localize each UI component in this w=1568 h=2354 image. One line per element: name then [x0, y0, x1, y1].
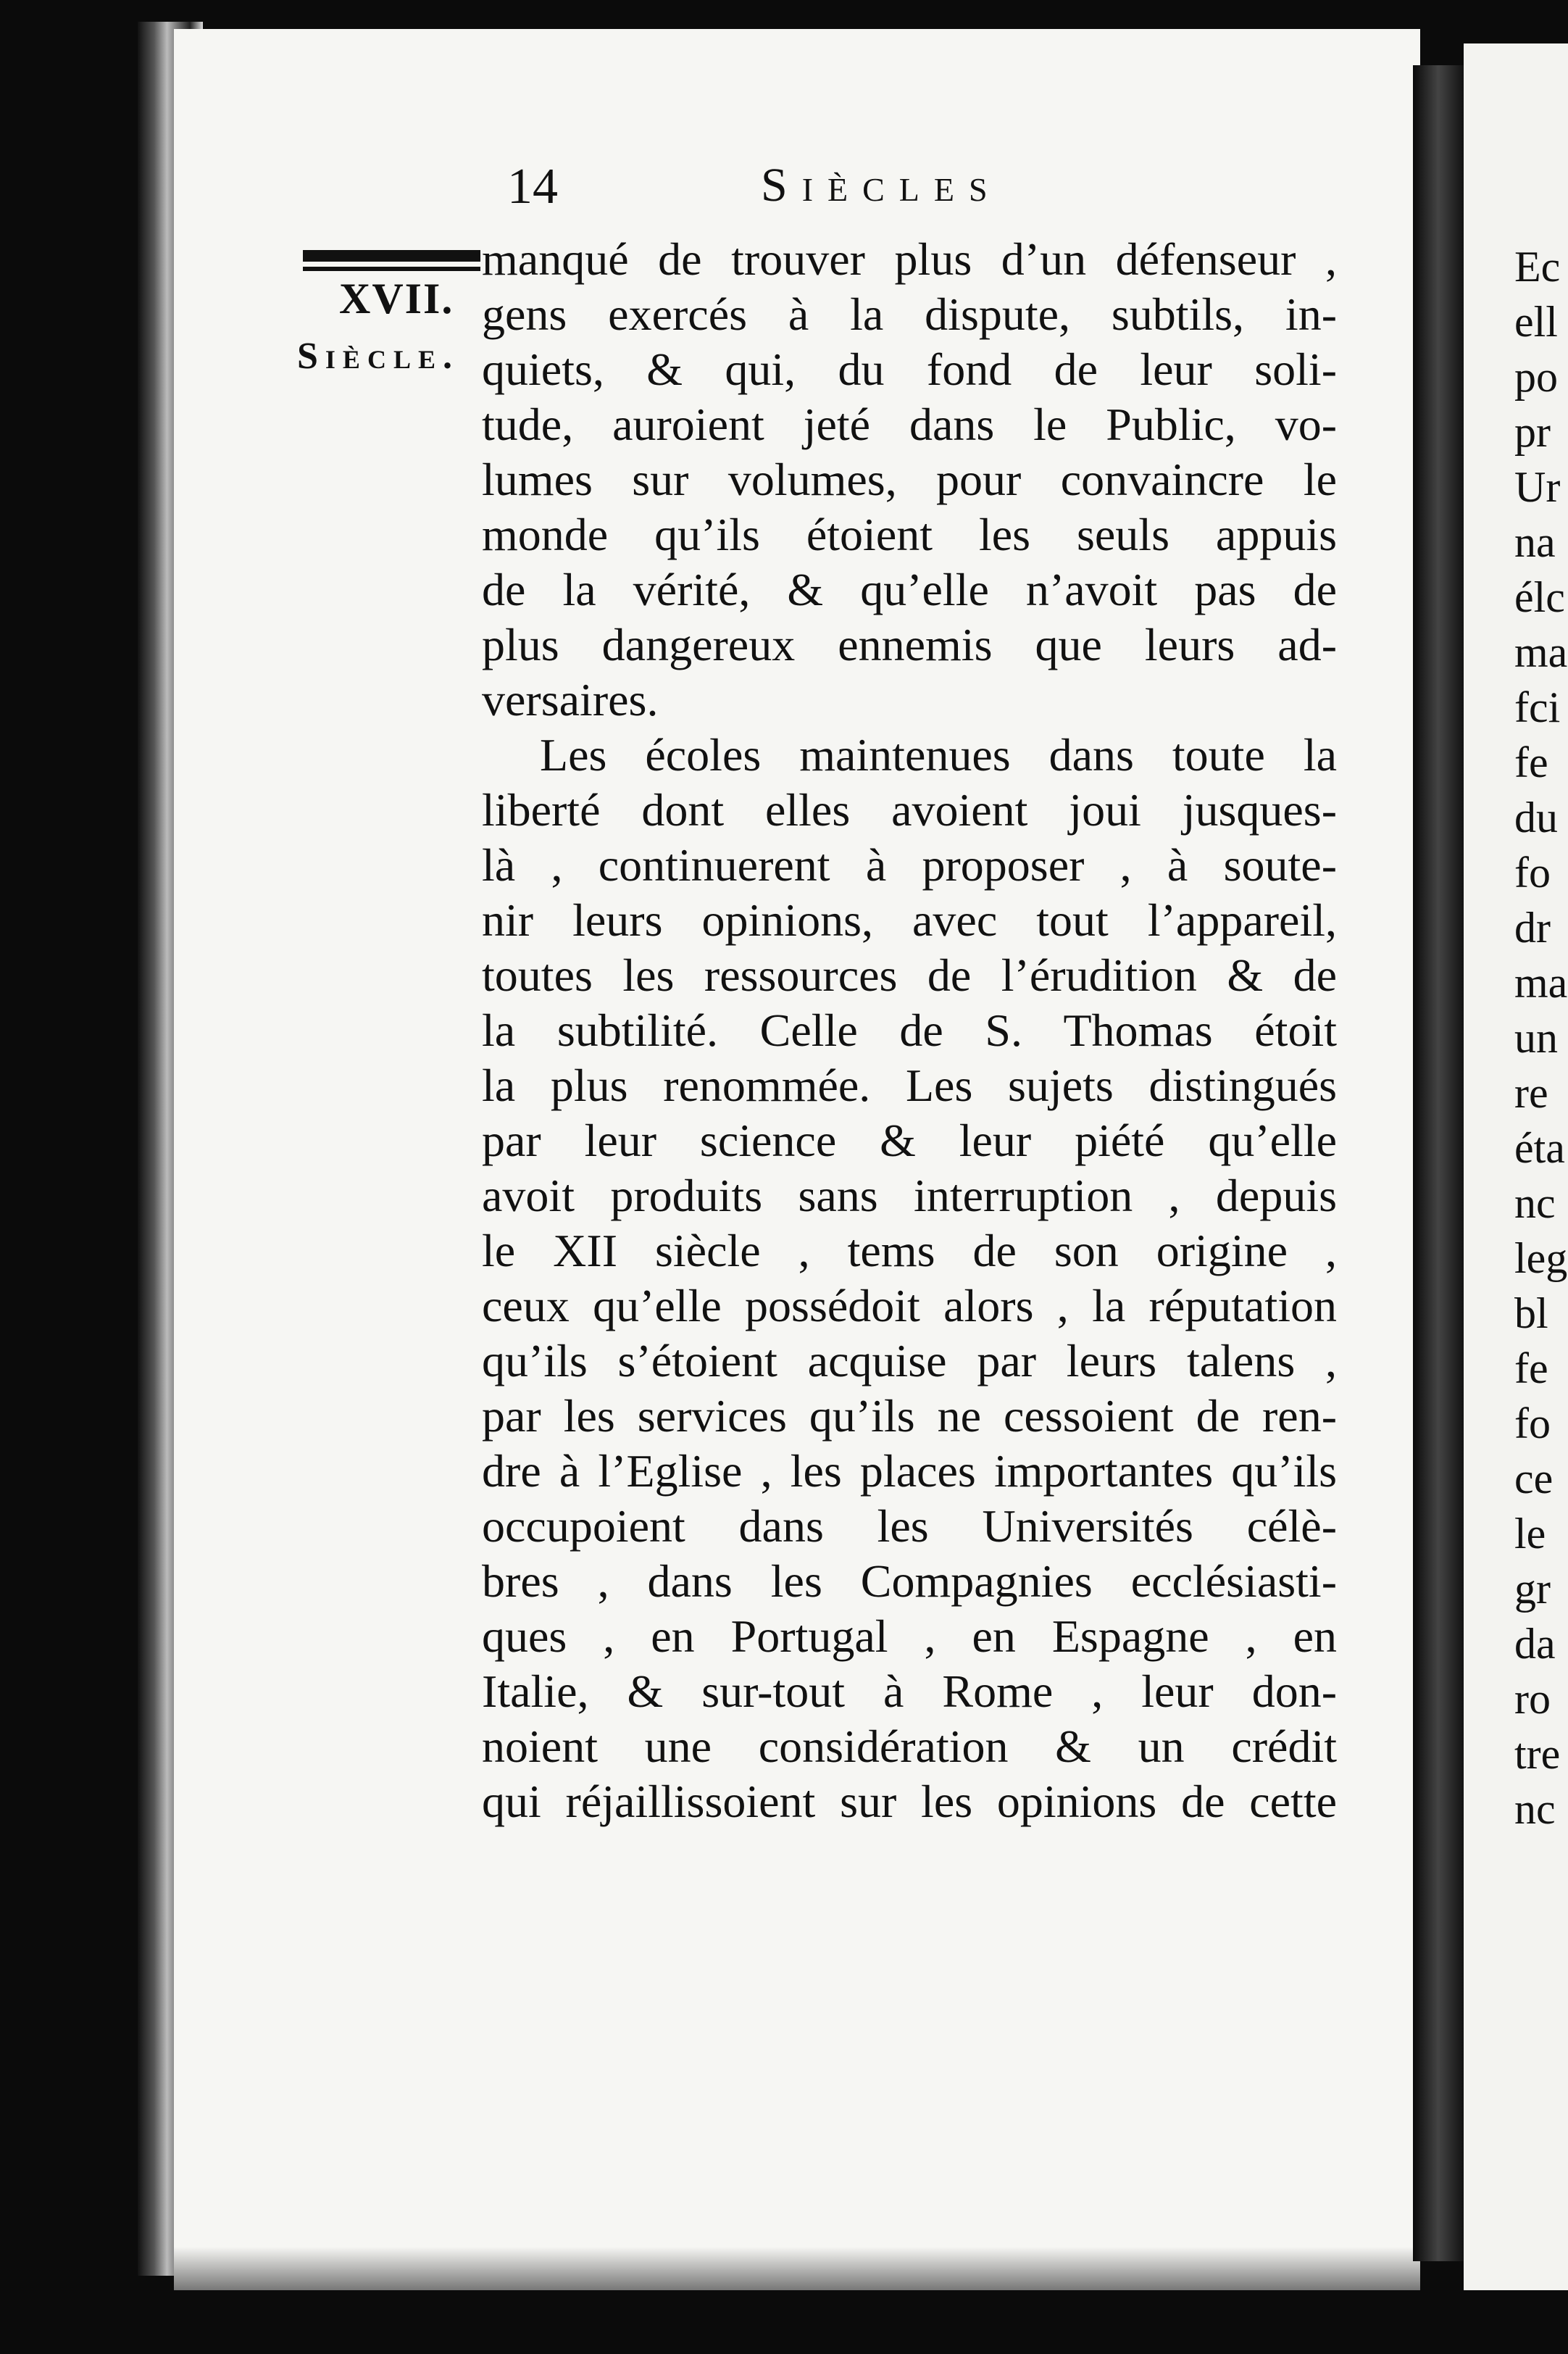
facing-page-fragment: Ur [1514, 463, 1561, 511]
text-line: le XII siècle , tems de son origine , [482, 1225, 1337, 1276]
margin-century: XVII. [339, 275, 454, 323]
facing-page-fragment: re [1514, 1069, 1548, 1117]
text-line: par leur science & leur piété qu’elle [482, 1115, 1337, 1166]
text-line: ques , en Portugal , en Espagne , en [482, 1610, 1337, 1662]
text-line: la plus renommée. Les sujets distingués [482, 1060, 1337, 1111]
text-line: toutes les ressources de l’érudition & de [482, 949, 1337, 1001]
facing-page-fragment: da [1514, 1620, 1556, 1668]
facing-page-fragment: ce [1514, 1455, 1554, 1502]
facing-page-fragment: fci [1514, 683, 1561, 731]
text-line: ceux qu’elle possédoit alors , la réputation [482, 1280, 1337, 1331]
page-bottom-shadow [174, 2247, 1420, 2290]
text-line: monde qu’ils étoient les seuls appuis [482, 509, 1337, 560]
facing-page-fragment: ma [1514, 628, 1568, 676]
text-line: gens exercés à la dispute, subtils, in- [482, 288, 1337, 340]
text-line: là , continuerent à proposer , à soute- [482, 839, 1337, 891]
facing-page-fragment: Ec [1514, 243, 1561, 291]
text-line: par les services qu’ils ne cessoient de ren- [482, 1390, 1337, 1442]
text-line: occupoient dans les Universités célè- [482, 1500, 1337, 1552]
facing-page-fragment: fe [1514, 1344, 1548, 1392]
text-line: la subtilité. Celle de S. Thomas étoit [482, 1005, 1337, 1056]
text-line: qu’ils s’étoient acquise par leurs talens , [482, 1335, 1337, 1386]
margin-rule-thin [303, 267, 480, 271]
text-line: tude, auroient jeté dans le Public, vo- [482, 399, 1337, 450]
facing-page-fragment: un [1514, 1014, 1558, 1062]
facing-page-fragment: nc [1514, 1179, 1556, 1227]
facing-page-text [1514, 239, 1568, 1837]
text-line: Italie, & sur-tout à Rome , leur don- [482, 1665, 1337, 1717]
facing-page-fragment: ro [1514, 1675, 1551, 1723]
facing-page-fragment: fo [1514, 1399, 1551, 1447]
facing-page-fragment: pr [1514, 408, 1551, 456]
facing-page-fragment: po [1514, 353, 1558, 401]
text-line: de la vérité, & qu’elle n’avoit pas de [482, 564, 1337, 615]
facing-page-fragment: leg [1514, 1234, 1568, 1282]
facing-page-fragment: fe [1514, 739, 1548, 786]
text-line: plus dangereux ennemis que leurs ad- [482, 619, 1337, 670]
body-text [482, 232, 1337, 1829]
margin-siecle: Siècle. [297, 336, 459, 377]
facing-page-fragment: éta [1514, 1124, 1565, 1172]
text-line: bres , dans les Compagnies ecclésiasti- [482, 1555, 1337, 1607]
text-line: lumes sur volumes, pour convaincre le [482, 454, 1337, 505]
running-head: Siècles [761, 159, 1002, 212]
text-line: dre à l’Eglise , les places importantes qu’ils [482, 1445, 1337, 1497]
text-line: nir leurs opinions, avec tout l’appareil, [482, 894, 1337, 946]
facing-page-fragment: bl [1514, 1289, 1548, 1337]
facing-page-fragment: nc [1514, 1785, 1556, 1833]
text-line: Les écoles maintenues dans toute la [540, 729, 1337, 781]
facing-page-fragment: na [1514, 518, 1556, 566]
facing-page-fragment: gr [1514, 1565, 1551, 1613]
facing-page-fragment: élc [1514, 573, 1565, 621]
facing-page-fragment: le [1514, 1510, 1546, 1557]
text-line: liberté dont elles avoient joui jusques- [482, 784, 1337, 836]
facing-page-fragment: dr [1514, 904, 1551, 952]
facing-page-fragment: fo [1514, 849, 1551, 897]
text-line: qui réjaillissoient sur les opinions de cette [482, 1776, 1337, 1827]
facing-page-fragment: ma [1514, 959, 1568, 1007]
text-line: avoit produits sans interruption , depuis [482, 1170, 1337, 1221]
book-spine [1413, 65, 1464, 2261]
facing-page-fragment: tre [1514, 1730, 1561, 1778]
page-number: 14 [507, 159, 558, 215]
facing-page-fragment: ell [1514, 298, 1558, 346]
margin-rule [303, 250, 480, 262]
text-line: manqué de trouver plus d’un défenseur , [482, 233, 1337, 285]
text-line: quiets, & qui, du fond de leur soli- [482, 344, 1337, 395]
text-line: versaires. [482, 674, 659, 725]
text-line: noient une considération & un crédit [482, 1721, 1337, 1772]
facing-page-fragment: du [1514, 794, 1558, 841]
